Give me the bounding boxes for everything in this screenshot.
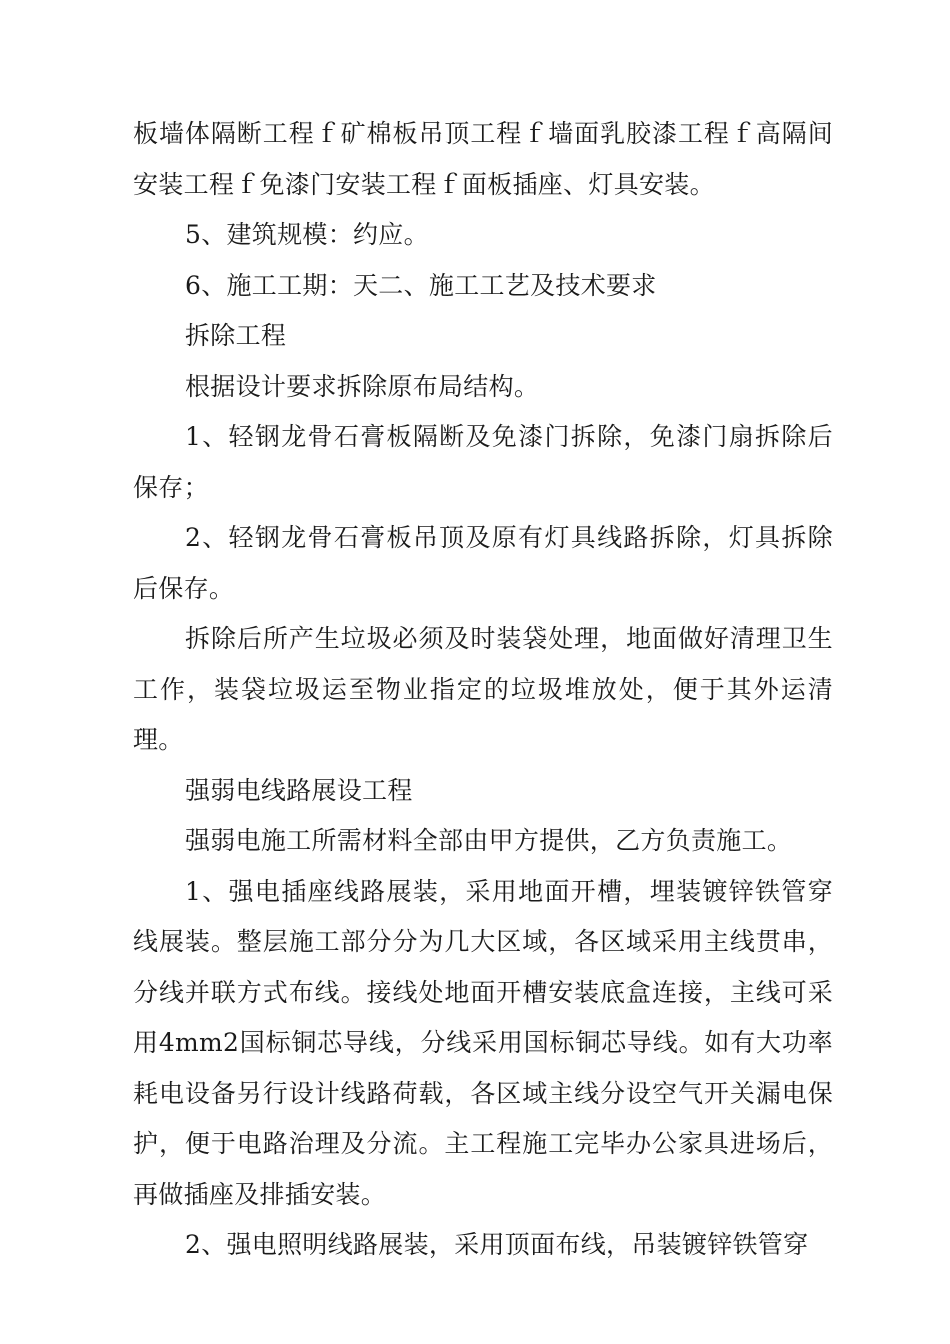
paragraph-7: 2、轻钢龙骨石膏板吊顶及原有灯具线路拆除，灯具拆除后保存。 (133, 523, 833, 603)
paragraph-3: 6、施工工期：天二、施工工艺及技术要求 (185, 270, 657, 300)
paragraph-8: 拆除后所产生垃圾必须及时装袋处理，地面做好清理卫生工作，装袋垃圾运至物业指定的垃圾堆放处，便于其外运清理。 (133, 624, 833, 754)
paragraph-5: 根据设计要求拆除原布局结构。 (185, 371, 540, 401)
section-heading-demolition: 拆除工程 (185, 321, 287, 350)
section-heading-electrical: 强弱电线路展设工程 (185, 775, 413, 805)
paragraph-11: 1、强电插座线路展装，采用地面开槽，埋装镀锌铁管穿线展装。整层施工部分分为几大区域，各区域采用主线贯串，分线并联方式布线。接线处地面开槽安装底盒连接，主线可采用4mm2国标铜芯导线，分线采用国标铜芯导线。如有大功率耗电设备另行设计线路荷载，各区域主线分设空气开关漏电保护，便于电路治理及分流。主工程施工完毕办公家具进场后，再做插座及排插安装。 (133, 876, 833, 1209)
paragraph-2: 5、建筑规模：约应。 (185, 220, 429, 249)
document-body (133, 109, 833, 1271)
paragraph-6: 1、轻钢龙骨石膏板隔断及免漆门拆除，免漆门扇拆除后保存； (133, 422, 833, 502)
paragraph-10: 强弱电施工所需材料全部由甲方提供，乙方负责施工。 (185, 826, 793, 855)
paragraph-1: 板墙体隔断工程ｆ矿棉板吊顶工程ｆ墙面乳胶漆工程ｆ高隔间安装工程ｆ免漆门安装工程ｆ面板插座、灯具安装。 (133, 119, 833, 199)
paragraph-12: 2、强电照明线路展装，采用顶面布线，吊装镀锌铁管穿 (185, 1230, 809, 1259)
